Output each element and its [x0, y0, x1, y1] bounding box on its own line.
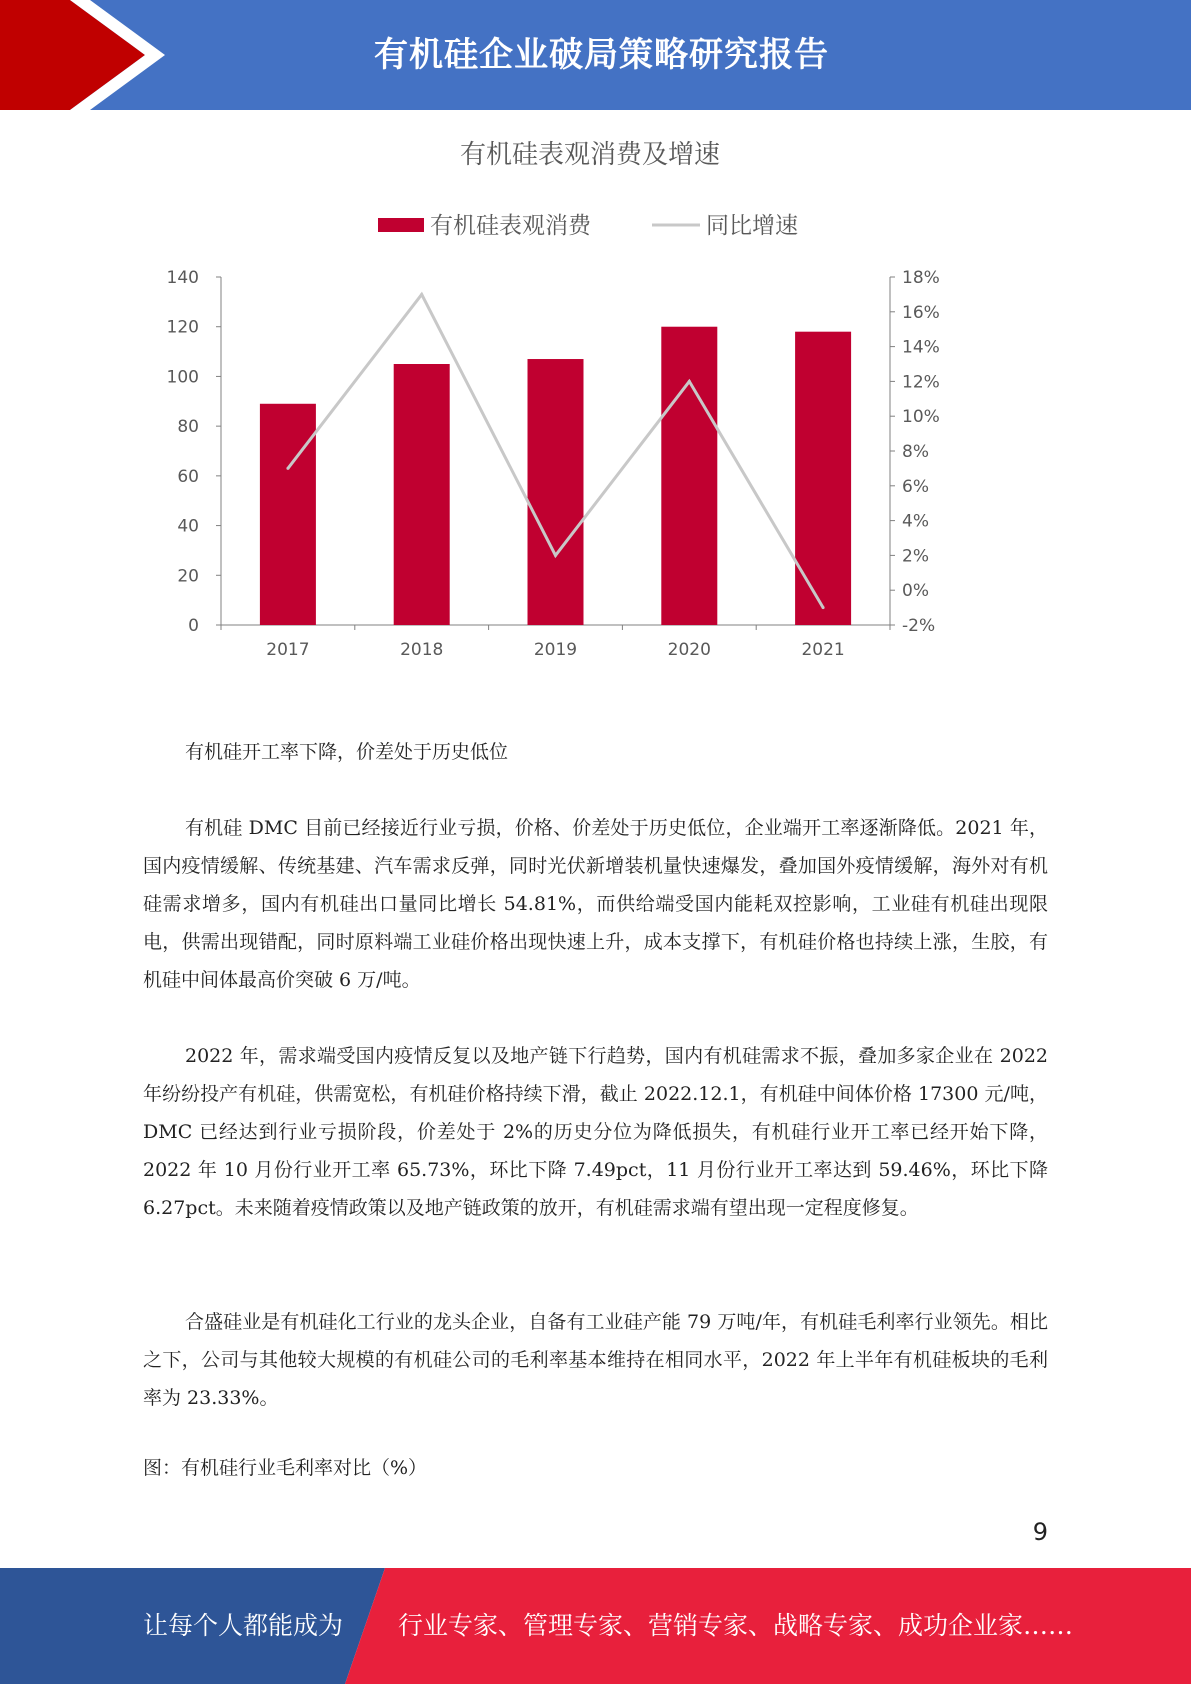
y-right-tick-label: 8%	[902, 442, 929, 462]
y-right-tick-label: 14%	[902, 337, 940, 358]
y-left-tick-label: 0	[188, 616, 199, 636]
x-tick-label: 2018	[400, 640, 444, 660]
document-title: 有机硅企业破局策略研究报告	[374, 35, 829, 75]
paragraph-3-text: 合盛硅业是有机硅化工行业的龙头企业，自备有工业硅产能 79 万吨/年，有机硅毛利率行业领先。相比之下，公司与其他较大规模的有机硅公司的毛利率基本维持在相同水平，2022 年上半年有机硅板块的毛利率为 23.33%。	[143, 1311, 1048, 1409]
y-right-tick-label: 12%	[902, 372, 940, 393]
footer-banner	[0, 1568, 1191, 1684]
figure-caption-block	[143, 1449, 1048, 1487]
bar-2018	[394, 364, 450, 625]
y-right-tick-label: 18%	[902, 268, 940, 288]
y-left-tick-label: 40	[177, 516, 199, 537]
legend-bar-swatch	[378, 218, 424, 232]
y-left-tick-label: 60	[177, 466, 199, 487]
x-tick-label: 2021	[801, 640, 845, 660]
growth-point-2019	[554, 554, 557, 557]
growth-point-2020	[688, 380, 691, 383]
footer-slogan-right: 行业专家、管理专家、营销专家、战略专家、成功企业家……	[398, 1611, 1074, 1640]
growth-point-2018	[420, 293, 423, 296]
chart-svg	[150, 135, 1050, 665]
growth-point-2017	[286, 467, 289, 470]
paragraph-3	[143, 1303, 1048, 1417]
paragraph-2	[143, 1037, 1048, 1227]
y-left-tick-label: 20	[177, 566, 199, 587]
y-left-tick-label: 80	[177, 417, 199, 438]
y-right-tick-label: 4%	[902, 511, 929, 532]
y-right-tick-label: 0%	[902, 581, 929, 602]
y-right-tick-label: -2%	[902, 616, 936, 636]
y-right-tick-label: 16%	[902, 302, 940, 323]
consumption-chart	[150, 135, 1050, 665]
chart-title: 有机硅表观消费及增速	[459, 140, 721, 170]
y-left-tick-label: 100	[166, 367, 199, 388]
paragraph-2-text: 2022 年，需求端受国内疫情反复以及地产链下行趋势，国内有机硅需求不振，叠加多家企业在 2022 年纷纷投产有机硅，供需宽松，有机硅价格持续下滑，截止 2022.12.1，有机硅中间体价格 17300 元/吨，DMC 已经达到行业亏损阶段，价差处于 2%的历史分位为降低损失，有机硅行业开工率已经开始下降，2022 年 10 月份行业开工率 65.73%，环比下降 7.49pct，11 月份行业开工率达到 59.46%，环比下降 6.27pct。未来随着疫情政策以及地产链政策的放开，有机硅需求端有望出现一定程度修复。	[143, 1045, 1048, 1219]
section-heading: 有机硅开工率下降，价差处于历史低位	[185, 741, 509, 763]
page-number: 9	[1032, 1518, 1048, 1546]
bar-2017	[260, 404, 316, 625]
y-right-tick-label: 6%	[902, 476, 929, 497]
footer-slogan-left: 让每个人都能成为	[143, 1611, 344, 1640]
x-tick-label: 2017	[266, 640, 310, 660]
bar-2019	[528, 359, 584, 625]
y-left-tick-label: 120	[166, 317, 199, 338]
y-right-tick-label: 10%	[902, 407, 940, 428]
x-tick-label: 2020	[667, 640, 711, 660]
paragraph-1	[143, 809, 1048, 999]
y-right-tick-label: 2%	[902, 546, 929, 567]
paragraph-1-text: 有机硅 DMC 目前已经接近行业亏损，价格、价差处于历史低位，企业端开工率逐渐降低。2021 年，国内疫情缓解、传统基建、汽车需求反弹，同时光伏新增装机量快速爆发，叠加国外疫情缓解，海外对有机硅需求增多，国内有机硅出口量同比增长 54.81%，而供给端受国内能耗双控影响，工业硅有机硅出现限电，供需出现错配，同时原料端工业硅价格出现快速上升，成本支撑下，有机硅价格也持续上涨，生胶，有机硅中间体最高价突破 6 万/吨。	[143, 817, 1048, 991]
bar-2020	[661, 327, 717, 625]
header-banner	[0, 0, 1191, 110]
y-left-tick-label: 140	[166, 268, 199, 288]
legend-bar-label: 有机硅表观消费	[430, 213, 591, 239]
legend-line-label: 同比增速	[706, 213, 798, 239]
figure-caption: 图：有机硅行业毛利率对比（%）	[143, 1457, 428, 1479]
growth-point-2021	[822, 606, 825, 609]
section-heading-block	[143, 733, 1048, 771]
bar-2021	[795, 332, 851, 625]
x-tick-label: 2019	[533, 640, 578, 660]
